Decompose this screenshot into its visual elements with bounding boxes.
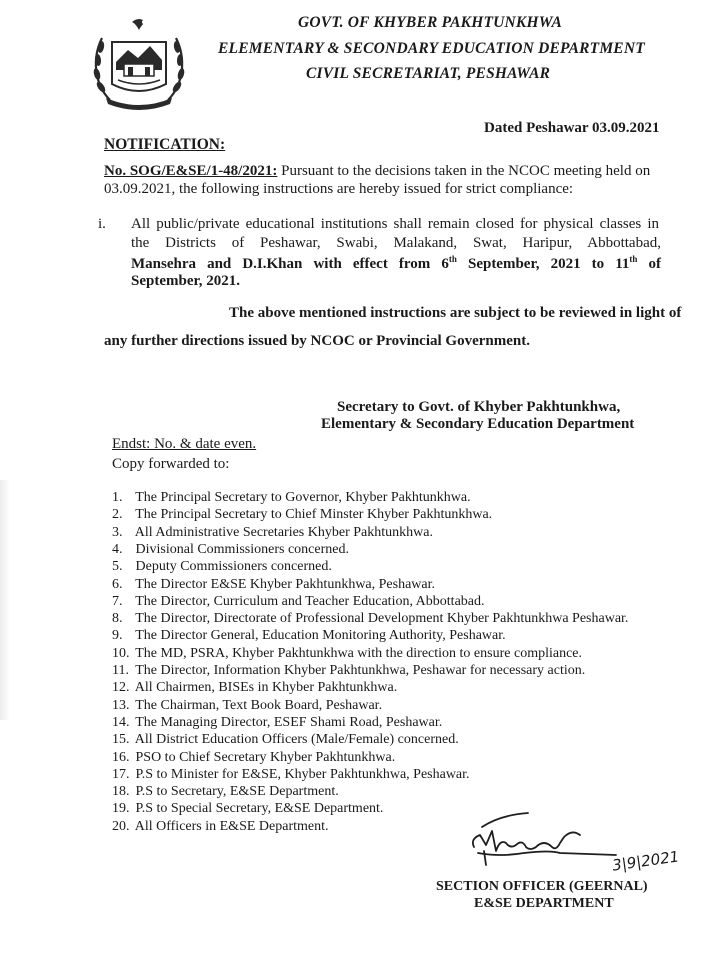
copy-forwarded-label: Copy forwarded to: [112,456,230,472]
instruction-line-3: Mansehra and D.I.Khan with effect from 6th September, 2021 to 11th of [131,254,661,272]
recipient-text: The Chairman, Text Book Board, Peshawar. [135,697,383,713]
recipient-text: Divisional Commissioners concerned. [135,541,349,557]
recipient-text: The MD, PSRA, Khyber Pakhtunkhwa with the direction to ensure compliance. [135,645,582,661]
recipient-text: P.S to Special Secretary, E&SE Department. [135,801,384,817]
recipient-item [112,611,628,627]
recipient-number: 15. [112,732,130,748]
secretary-title-1: Secretary to Govt. of Khyber Pakhtunkhwa, [337,399,621,415]
recipient-text: The Principal Secretary to Governor, Khyber Pakhtunkhwa. [135,490,471,505]
recipient-item [112,542,349,558]
recipient-number: 16. [112,749,130,765]
review-line-1: The above mentioned instructions are subject to be reviewed in light of [229,305,682,321]
recipient-number: 3. [112,524,123,540]
recipient-text: The Managing Director, ESEF Shami Road, Peshawar. [135,714,443,730]
page-edge-shadow [0,480,10,720]
recipient-item [112,507,492,523]
recipient-item [112,715,442,731]
intro-text-1: Pursuant to the decisions taken in the NCOC meeting held on [277,163,651,179]
recipient-item [112,663,585,679]
header-department: ELEMENTARY & SECONDARY EDUCATION DEPARTMENT [218,40,645,57]
recipient-number: 20. [112,818,130,834]
recipient-text: The Principal Secretary to Chief Minster Khyber Pakhtunkhwa. [135,507,493,523]
recipient-item [112,767,470,783]
recipient-number: 10. [112,645,130,661]
recipient-number: 18. [112,784,130,800]
intro-line-1 [104,163,650,180]
notification-heading: NOTIFICATION: [104,136,226,153]
recipient-item [112,594,485,610]
recipient-text: The Director E&SE Khyber Pakhtunkhwa, Peshawar. [135,576,436,592]
recipient-item [112,490,471,506]
recipient-number: 12. [112,680,130,696]
kp-government-emblem [88,14,190,112]
section-officer-department: E&SE DEPARTMENT [474,896,614,911]
recipient-text: PSO to Chief Secretary Khyber Pakhtunkhwa. [135,749,396,765]
instruction-line-2: the Districts of Peshawar, Swabi, Malakand, Swat, Haripur, Abbottabad, [131,235,661,251]
recipient-item [112,750,395,766]
signature-date: 3|9|2021 [611,847,681,875]
recipient-item [112,525,433,541]
dated-line: Dated Peshawar 03.09.2021 [484,120,660,136]
recipient-number: 2. [112,507,123,523]
recipient-text: P.S to Secretary, E&SE Department. [135,784,339,800]
recipient-item [112,732,459,748]
recipient-number: 5. [112,559,123,575]
section-officer-title: SECTION OFFICER (GEERNAL) [436,879,648,894]
recipient-text: The Director, Information Khyber Pakhtunkhwa, Peshawar for necessary action. [135,663,586,678]
endorsement-line: Endst: No. & date even. [112,436,257,452]
review-line-2: any further directions issued by NCOC or Provincial Government. [104,333,530,349]
reference-number: No. SOG/E&SE/1-48/2021: [104,163,278,179]
recipient-text: The Director, Directorate of Professional Development Khyber Pakhtunkhwa Peshawar. [135,611,629,627]
recipient-number: 6. [112,576,123,592]
recipient-number: 11. [112,663,129,678]
recipient-text: The Director, Curriculum and Teacher Education, Abbottabad. [135,593,485,609]
recipient-text: All Administrative Secretaries Khyber Pakhtunkhwa. [134,524,433,540]
recipient-number: 19. [112,801,130,817]
intro-line-2: 03.09.2021, the following instructions are hereby issued for strict compliance: [104,181,574,197]
recipient-number: 13. [112,697,130,713]
recipient-item [112,628,506,644]
recipient-number: 17. [112,766,130,782]
header-secretariat: CIVIL SECRETARIAT, PESHAWAR [306,65,551,82]
recipient-item [112,698,382,714]
recipient-item [112,784,339,800]
instruction-line-4: September, 2021. [131,273,241,289]
header-govt: GOVT. OF KHYBER PAKHTUNKHWA [298,14,563,31]
recipient-text: All District Education Officers (Male/Female) concerned. [134,732,459,748]
recipient-text: The Director General, Education Monitoring Authority, Peshawar. [135,628,506,644]
recipient-item [112,819,329,835]
recipient-number: 9. [112,628,123,644]
recipient-text: All Chairmen, BISEs in Khyber Pakhtunkhwa. [134,680,398,696]
recipient-text: P.S to Minister for E&SE, Khyber Pakhtunkhwa, Peshawar. [135,766,470,782]
instruction-marker: i. [98,216,106,232]
recipient-number: 14. [112,714,130,730]
recipient-item [112,646,582,662]
recipient-item [112,680,397,696]
recipient-item [112,559,332,575]
secretary-title-2: Elementary & Secondary Education Department [321,416,635,432]
recipient-item [112,577,435,593]
recipient-number: 1. [112,490,123,505]
recipient-item [112,801,383,817]
recipient-number: 7. [112,593,123,609]
recipient-text: Deputy Commissioners concerned. [135,559,332,575]
recipient-number: 4. [112,541,123,557]
recipient-text: All Officers in E&SE Department. [134,818,329,834]
recipient-number: 8. [112,611,123,627]
instruction-line-1: All public/private educational institutions shall remain closed for physical classes in [131,216,659,232]
